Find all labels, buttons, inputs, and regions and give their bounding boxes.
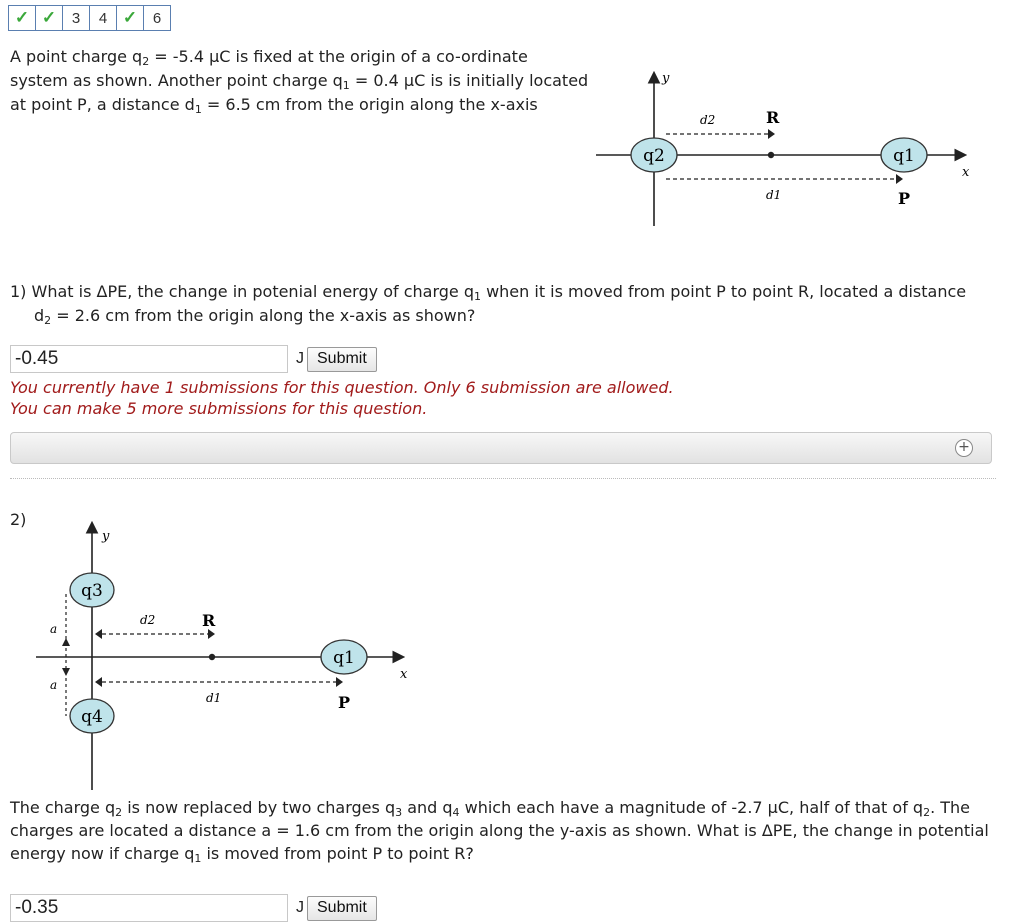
d2-label: d2 [700, 113, 716, 127]
charge-q1-label: q1 [893, 146, 915, 166]
figure-2-diagram [30, 518, 420, 793]
point-r-label: R [202, 611, 216, 630]
point-p-label: P [898, 189, 911, 208]
x-axis-label: x [400, 667, 408, 682]
x-axis-label: x [962, 165, 970, 180]
hint-expander-bar[interactable] [10, 432, 992, 464]
charge-q1-label: q1 [333, 648, 355, 668]
figure-1-diagram [590, 66, 990, 232]
charge-q2-label: q2 [643, 146, 665, 166]
point-r-label: R [766, 108, 780, 127]
submit-1-button[interactable]: Submit [307, 347, 377, 372]
tab-part-6[interactable]: 6 [143, 5, 171, 31]
question-1-answer-row [10, 345, 377, 373]
check-icon: ✓ [41, 8, 57, 27]
submission-count-note: You currently have 1 submissions for this question. Only 6 submission are allowed. [10, 378, 674, 397]
point-r-marker [768, 152, 774, 158]
submission-notes [10, 377, 910, 419]
d1-label: d1 [766, 188, 782, 202]
check-icon: ✓ [122, 8, 138, 27]
tab-part-2[interactable] [35, 5, 63, 31]
a-top-label: a [50, 622, 58, 636]
question-progress-tabs [8, 5, 171, 31]
answer-1-input[interactable] [10, 345, 288, 373]
tab-part-5[interactable] [116, 5, 144, 31]
y-axis-label: y [102, 529, 110, 544]
point-r-marker [209, 654, 215, 660]
a-bottom-label: a [50, 678, 58, 692]
section-divider [10, 478, 996, 479]
point-p-label: P [338, 693, 351, 712]
problem-intro: A point charge $q_2 = -5.4$ μC is fixed at the origin of a co-ordinate system as shown. Another point charge $q_1 = 0.4$ μC is is initially located at point P, a distance $d_1 = 6.5$ cm from the origin along the x-axis [10, 47, 589, 116]
answer-2-input[interactable] [10, 894, 288, 922]
charge-q3-label: q3 [81, 581, 103, 601]
answer-2-unit: J [296, 899, 304, 916]
answer-1-unit: J [296, 350, 304, 367]
d1-label: d1 [206, 691, 222, 705]
tab-part-3[interactable]: 3 [62, 5, 90, 31]
submit-2-button[interactable]: Submit [307, 896, 377, 921]
check-icon: ✓ [14, 8, 30, 27]
tab-part-1[interactable] [8, 5, 36, 31]
expand-plus-icon[interactable]: + [955, 439, 973, 457]
remaining-submissions-note: You can make 5 more submissions for this question. [10, 399, 428, 418]
y-axis-label: y [662, 71, 670, 86]
question-1-text: 1) What is ΔPE, the change in potenial energy of charge $q_1$ when it is moved from point P to point R, located a distance $d_2 = 2.6$ cm from the origin along the x-axis as shown? [10, 282, 967, 327]
question-2-text: The charge $q_2$ is now replaced by two charges $q_3$ and $q_4$ which each have a magnitude of -2.7 μC, half of that of $q_2$. The charges are located a distance a = 1.6 cm from the origin along the y-axis as shown. What is ΔPE, the change in potential energy now if charge $q_1$ is moved from point P to point R? [10, 798, 989, 865]
d2-label: d2 [140, 613, 156, 627]
question-2-answer-row [10, 894, 377, 922]
charge-q4-label: q4 [81, 707, 103, 727]
question-2-number: 2) [10, 510, 27, 529]
tab-part-4[interactable]: 4 [89, 5, 117, 31]
